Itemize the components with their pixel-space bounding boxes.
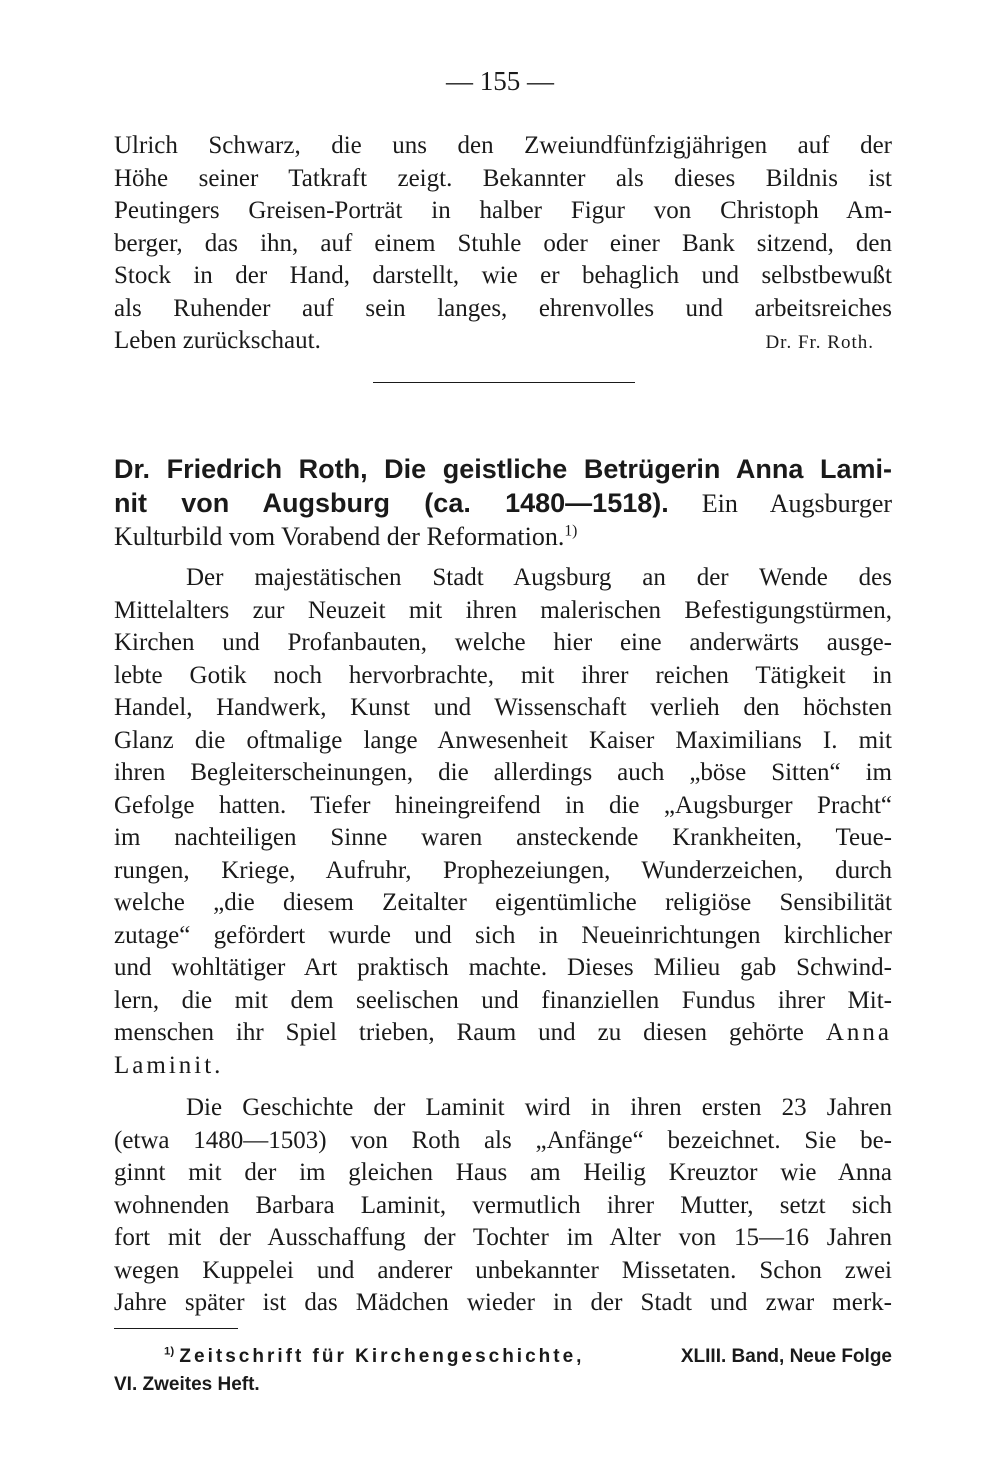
page-number: — 155 — <box>446 66 554 96</box>
text-line <box>114 1017 892 1050</box>
text-line: Mittelalters zur Neuzeit mit ihren malerischen Befestigungstürmen, <box>114 596 892 624</box>
text-line: ihren Begleiterscheinungen, die allerdings auch „böse Sitten“ im <box>114 759 892 786</box>
heading-title-end: nit von Augsburg (ca. 1480—1518). <box>114 488 669 518</box>
text-line: und wohltätiger Art praktisch machte. Dieses Milieu gab Schwind- <box>114 954 892 981</box>
heading-line <box>114 520 892 554</box>
text-line: wegen Kuppelei und anderer unbekannter Missetaten. Schon zwei <box>114 1256 892 1284</box>
text-line: welche „die diesem Zeitalter eigentümliche religiöse Sensibilität <box>114 889 892 916</box>
heading-line: Dr. Friedrich Roth, Die geistliche Betrügerin Anna Lami- <box>114 454 892 484</box>
heading-subtitle-end: Kulturbild vom Vorabend der Reformation. <box>114 522 565 551</box>
text-line: Peutingers Greisen-Porträt in halber Figur von Christoph Am- <box>114 197 892 224</box>
text-fragment: menschen ihr Spiel trieben, Raum und zu diesen gehörte <box>114 1019 804 1046</box>
text-line: im nachteiligen Sinne waren ansteckende Krankheiten, Teue- <box>114 824 892 851</box>
text-line: Die Geschichte der Laminit wird in ihren ersten 23 Jahren <box>186 1094 892 1121</box>
review-2-paragraph-1 <box>114 562 892 1082</box>
footnote <box>114 1343 892 1399</box>
text-line: Gefolge hatten. Tiefer hineingreifend in die „Augsburger Pracht“ <box>114 791 892 819</box>
text-line: wohnenden Barbara Laminit, vermutlich ihrer Mutter, setzt sich <box>114 1191 892 1219</box>
person-name: Anna <box>825 1019 892 1046</box>
text-line: Leben zurückschaut. <box>114 327 321 354</box>
footnote-source <box>164 1343 584 1371</box>
footnote-line <box>114 1343 892 1371</box>
review-1-text <box>114 130 892 358</box>
signature-line <box>114 325 892 358</box>
heading-subtitle: Ein Augsburger <box>701 489 893 518</box>
footnote-divider <box>114 1328 238 1329</box>
text-line: lebte Gotik noch hervorbrachte, mit ihrer reichen Tätigkeit in <box>114 661 892 689</box>
journal-title: Zeitschrift für Kirchengeschichte, <box>179 1346 585 1367</box>
text-line: Jahre später ist das Mädchen wieder in der Stadt und zwar merk- <box>114 1289 892 1316</box>
text-line: ginnt mit der im gleichen Haus am Heilig Kreuztor wie Anna <box>114 1159 892 1186</box>
footnote-line: VI. Zweites Heft. <box>114 1374 260 1395</box>
text-line: (etwa 1480—1503) von Roth als „Anfänge“ bezeichnet. Sie be- <box>114 1126 892 1154</box>
text-line: Kirchen und Profanbauten, welche hier eine anderwärts ausge- <box>114 629 892 656</box>
footnote-mark: 1) <box>164 1345 175 1358</box>
text-line: Der majestätischen Stadt Augsburg an der Wende des <box>186 564 892 591</box>
section-divider <box>373 382 635 383</box>
text-line: Ulrich Schwarz, die uns den Zweiundfünfzigjährigen auf der <box>114 132 892 159</box>
review-2-heading <box>114 452 892 554</box>
text-line: fort mit der Ausschaffung der Tochter im Alter von 15—16 Jahren <box>114 1224 892 1251</box>
text-line: rungen, Kriege, Aufruhr, Prophezeiungen, Wunderzeichen, durch <box>114 856 892 884</box>
text-line: Handel, Handwerk, Kunst und Wissenschaft verlieh den höchsten <box>114 694 892 721</box>
text-line: lern, die mit dem seelischen und finanziellen Fundus ihrer Mit- <box>114 986 892 1014</box>
text-line: Höhe seiner Tatkraft zeigt. Bekannter als dieses Bildnis ist <box>114 164 892 192</box>
heading-line <box>114 486 892 520</box>
text-line: Stock in der Hand, darstellt, wie er behaglich und selbstbewußt <box>114 262 892 289</box>
text-line: zutage“ gefördert wurde und sich in Neueinrichtungen kirchlicher <box>114 921 892 949</box>
author-signature: Dr. Fr. Roth. <box>765 332 874 353</box>
footnote-ref: 1) <box>564 522 578 540</box>
text-line: als Ruhender auf sein langes, ehrenvolles und arbeitsreiches <box>114 294 892 322</box>
text-line: berger, das ihn, auf einem Stuhle oder einer Bank sitzend, den <box>114 229 892 257</box>
footnote-volume: XLIII. Band, Neue Folge <box>680 1346 892 1367</box>
text-line: Glanz die oftmalige lange Anwesenheit Kaiser Maximilians I. mit <box>114 726 892 754</box>
review-2-paragraph-2 <box>114 1092 892 1320</box>
text-line: Laminit. <box>114 1051 224 1079</box>
